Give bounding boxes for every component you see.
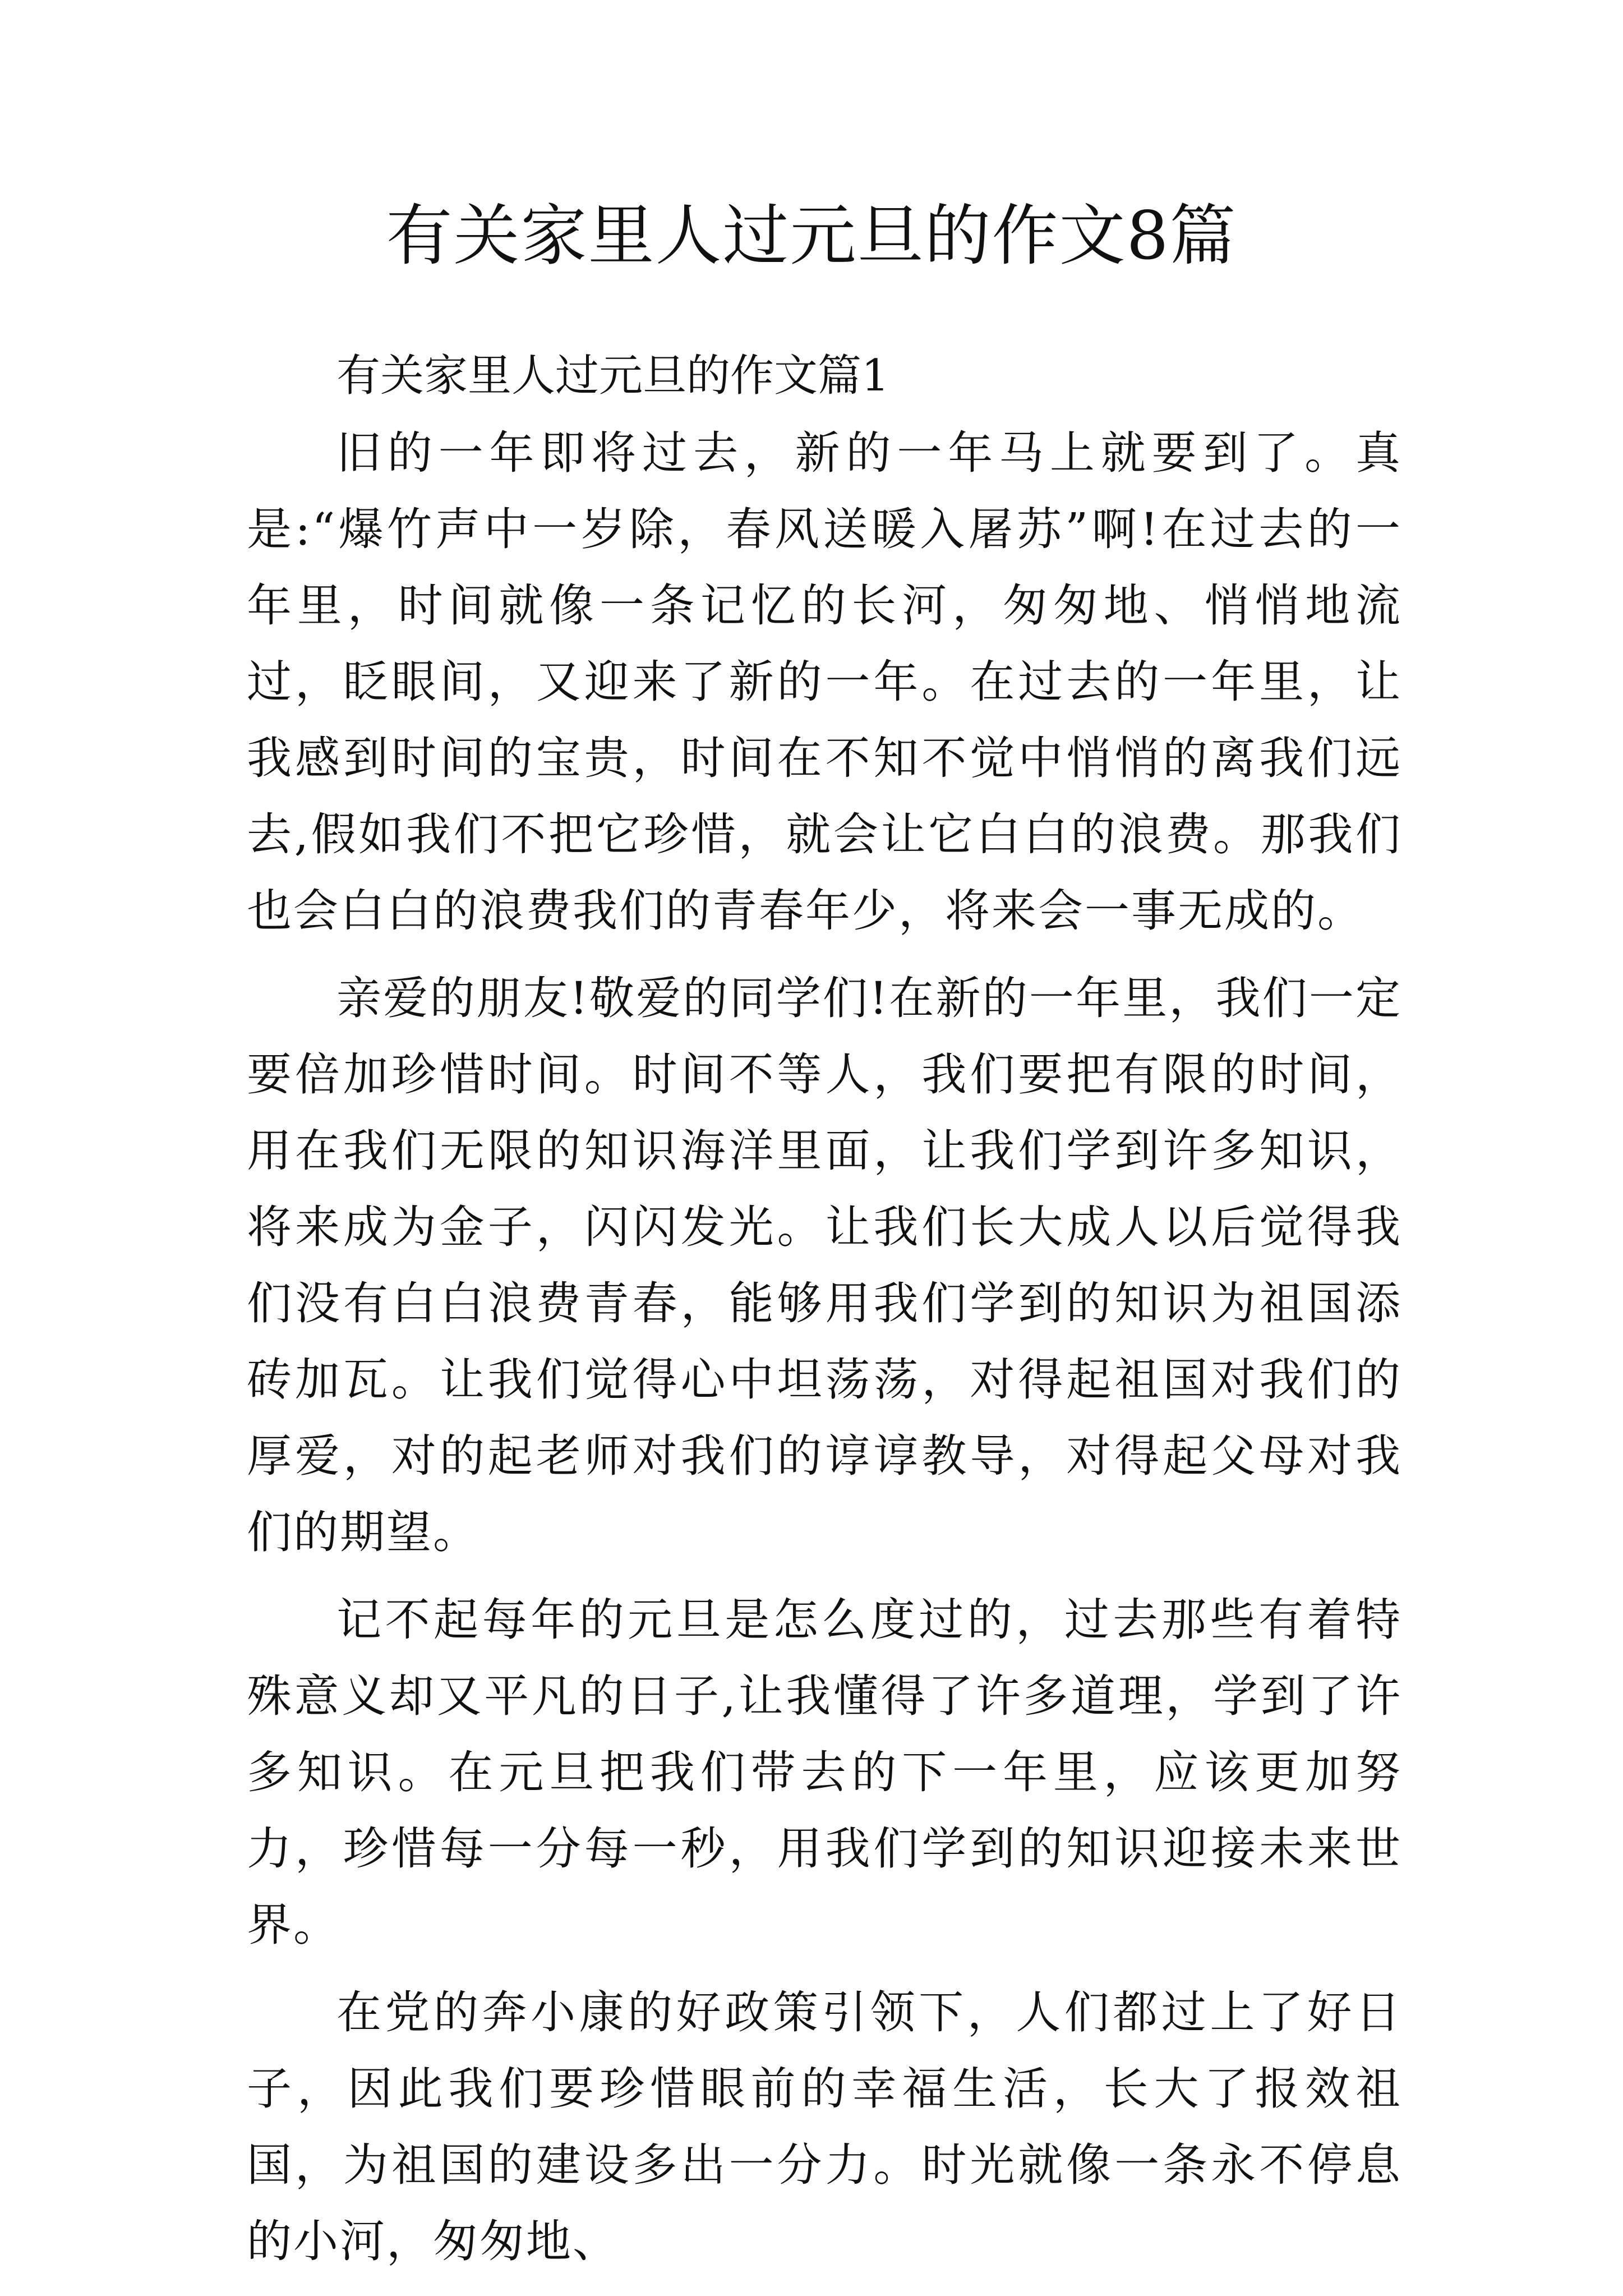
- document-body: [247, 337, 1402, 2291]
- paragraph-4: 在党的奔小康的好政策引领下，人们都过上了好日子，因此我们要珍惜眼前的幸福生活，长大了报效祖国，为祖国的建设多出一分力。时光就像一条永不停息的小河，匆匆地、: [247, 1986, 1402, 2267]
- paragraph-1: 旧的一年即将过去，新的一年马上就要到了。真是:“爆竹声中一岁除，春风送暖入屠苏”啊!在过去的一年里，时间就像一条记忆的长河，匆匆地、悄悄地流过，眨眼间，又迎来了新的一年。在过去的一年里，让我感到时间的宝贵，时间在不知不觉中悄悄的离我们远去,假如我们不把它珍惜，就会让它白白的浪费。那我们也会白白的浪费我们的青春年少，将来会一事无成的。: [247, 427, 1402, 937]
- section-heading: 有关家里人过元旦的作文篇1: [336, 351, 889, 401]
- paragraph-3: 记不起每年的元旦是怎么度过的，过去那些有着特殊意义却又平凡的日子,让我懂得了许多道理，学到了许多知识。在元旦把我们带去的下一年里，应该更加努力，珍惜每一分每一秒，用我们学到的知识迎接未来世界。: [247, 1594, 1402, 1951]
- document-title: 有关家里人过元旦的作文8篇: [386, 197, 1237, 274]
- paragraph-2: 亲爱的朋友!敬爱的同学们!在新的一年里，我们一定要倍加珍惜时间。时间不等人，我们要把有限的时间，用在我们无限的知识海洋里面，让我们学到许多知识，将来成为金子，闪闪发光。让我们长大成人以后觉得我们没有白白浪费青春，能够用我们学到的知识为祖国添砖加瓦。让我们觉得心中坦荡荡，对得起祖国对我们的厚爱，对的起老师对我们的谆谆教导，对得起父母对我们的期望。: [247, 972, 1402, 1558]
